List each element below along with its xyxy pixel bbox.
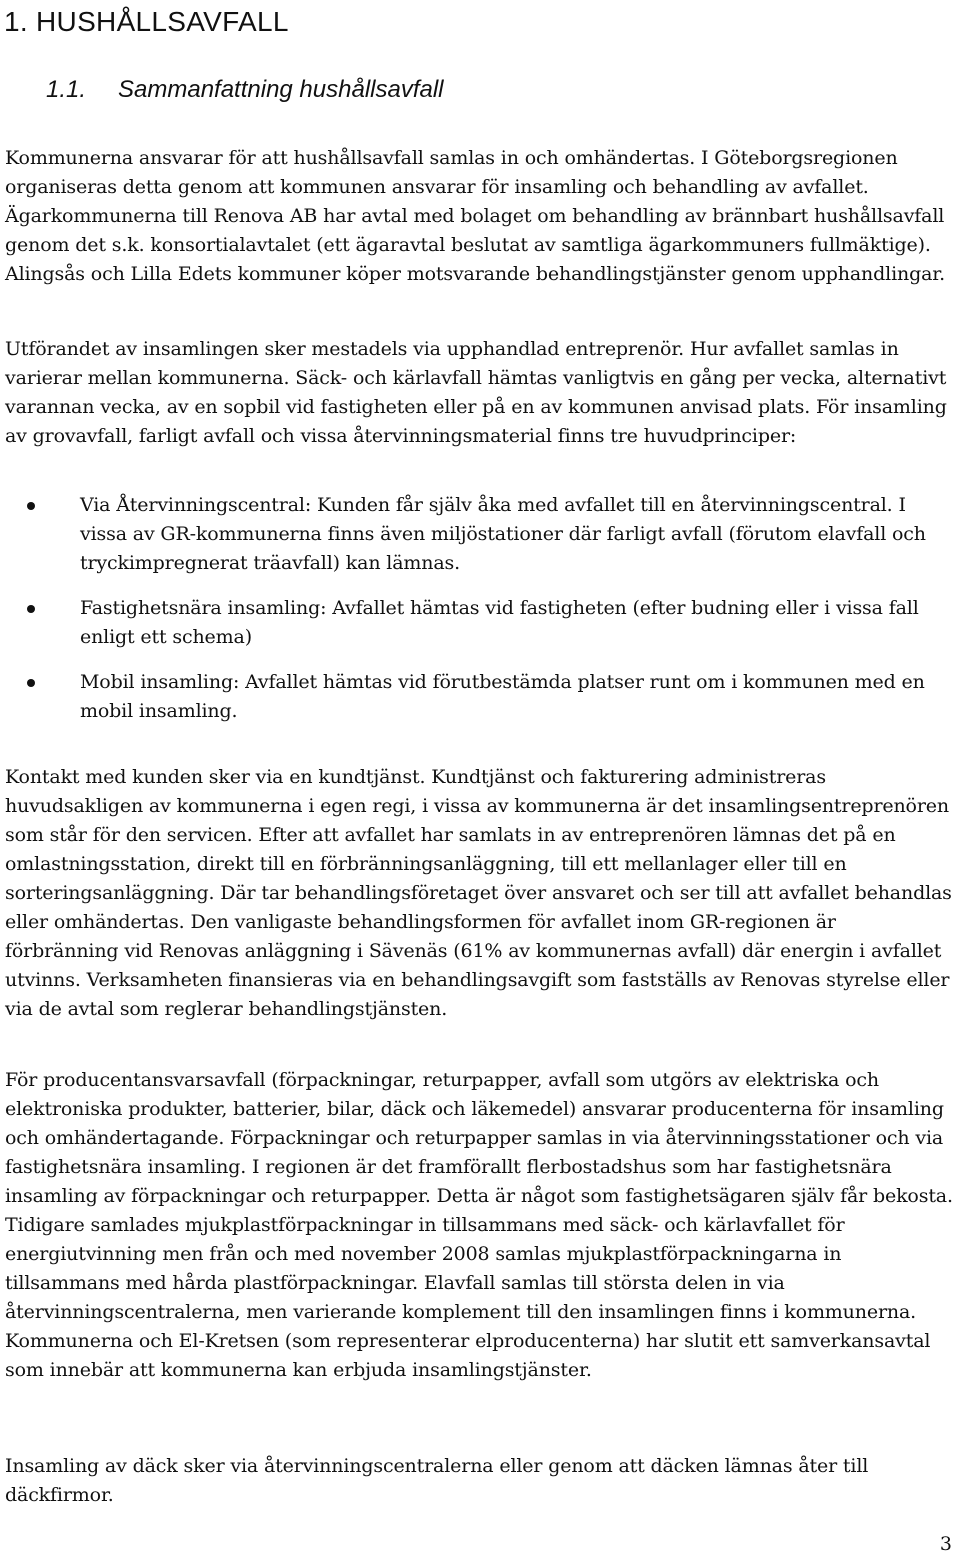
section-title: Sammanfattning hushållsavfall	[118, 76, 444, 103]
paragraph-tyres: Insamling av däck sker via återvinningscentralerna eller genom att däcken lämnas åter till däckfirmor.	[5, 1455, 869, 1506]
page-number: 3	[939, 1533, 952, 1555]
list-item-text: Mobil insamling: Avfallet hämtas vid förutbestämda platser runt om i kommunen med en mobil insamling.	[80, 671, 925, 722]
paragraph-customer-contact: Kontakt med kunden sker via en kundtjänst. Kundtjänst och fakturering administreras huvudsakligen av kommunerna i egen regi, i vissa av kommunerna är det insamlingsentreprenören som står för den servicen. Efter att avfallet har samlats in av entreprenören lämnas det på en omlastningsstation, direkt till en förbränningsanläggning, till ett mellanlager eller till en sorteringsanläggning. Där tar behandlingsföretaget över ansvaret och ser till att avfallet behandlas eller omhändertas. Den vanligaste behandlingsformen för avfallet inom GR-regionen är förbränning vid Renovas anläggning i Sävenäs (61% av kommunernas avfall) där energin i avfallet utvinns. Verksamheten finansieras via en behandlingsavgift som fastställs av Renovas styrelse eller via de avtal som reglerar behandlingstjänsten.	[5, 766, 952, 1020]
list-item	[5, 668, 955, 726]
section-number: 1.1.	[46, 76, 87, 103]
paragraph-producer-responsibility: För producentansvarsavfall (förpackningar, returpapper, avfall som utgörs av elektriska och elektroniska produkter, batterier, bilar, däck och läkemedel) ansvarar producenterna för insamling och omhändertagande. Förpackningar och returpapper samlas in via återvinningsstationer och via fastighetsnära insamling. I regionen är det framförallt flerbostadshus som har fastighetsnära insamling av förpackningar och returpapper. Detta är något som fastighetsägaren själv får bekosta. Tidigare samlades mjukplastförpackningar in tillsammans med säck- och kärlavfallet för energiutvinning men från och med november 2008 samlas mjukplastförpackningarna in tillsammans med hårda plastförpackningar. Elavfall samlas till största delen in via återvinningscentralerna, men varierande komplement till den insamlingen finns i kommunerna. Kommunerna och El-Kretsen (som representerar elproducenterna) har slutit ett samverkansavtal som innebär att kommunerna kan erbjuda insamlingstjänster.	[5, 1069, 953, 1381]
bullet-icon	[27, 679, 35, 687]
chapter-heading: 1. HUSHÅLLSAVFALL	[4, 6, 289, 37]
principles-list	[5, 491, 955, 742]
bullet-icon	[27, 502, 35, 510]
list-item-text: Fastighetsnära insamling: Avfallet hämtas vid fastigheten (efter budning eller i vissa fall enligt ett schema)	[80, 597, 919, 648]
list-item	[5, 594, 955, 652]
bullet-icon	[27, 605, 35, 613]
list-item	[5, 491, 955, 578]
paragraph-collection: Utförandet av insamlingen sker mestadels via upphandlad entreprenör. Hur avfallet samlas in varierar mellan kommunerna. Säck- och kärlavfall hämtas vanligtvis en gång per vecka, alternativt varannan vecka, av en sopbil vid fastigheten eller på en av kommunen anvisad plats. För insamling av grovavfall, farligt avfall och vissa återvinningsmaterial finns tre huvudprinciper:	[5, 338, 947, 447]
list-item-text: Via Återvinningscentral: Kunden får själv åka med avfallet till en återvinningscentral. I vissa av GR-kommunerna finns även miljöstationer där farligt avfall (förutom elavfall och tryckimpregnerat träavfall) kan lämnas.	[80, 494, 926, 574]
section-heading	[4, 74, 444, 106]
paragraph-responsibility: Kommunerna ansvarar för att hushållsavfall samlas in och omhändertas. I Göteborgsregionen organiseras detta genom att kommunen ansvarar för insamling och behandling av avfallet. Ägarkommunerna till Renova AB har avtal med bolaget om behandling av brännbart hushållsavfall genom det s.k. konsortialavtalet (ett ägaravtal beslutat av samtliga ägarkommuners fullmäktige). Alingsås och Lilla Edets kommuner köper motsvarande behandlingstjänster genom upphandlingar.	[5, 147, 946, 285]
